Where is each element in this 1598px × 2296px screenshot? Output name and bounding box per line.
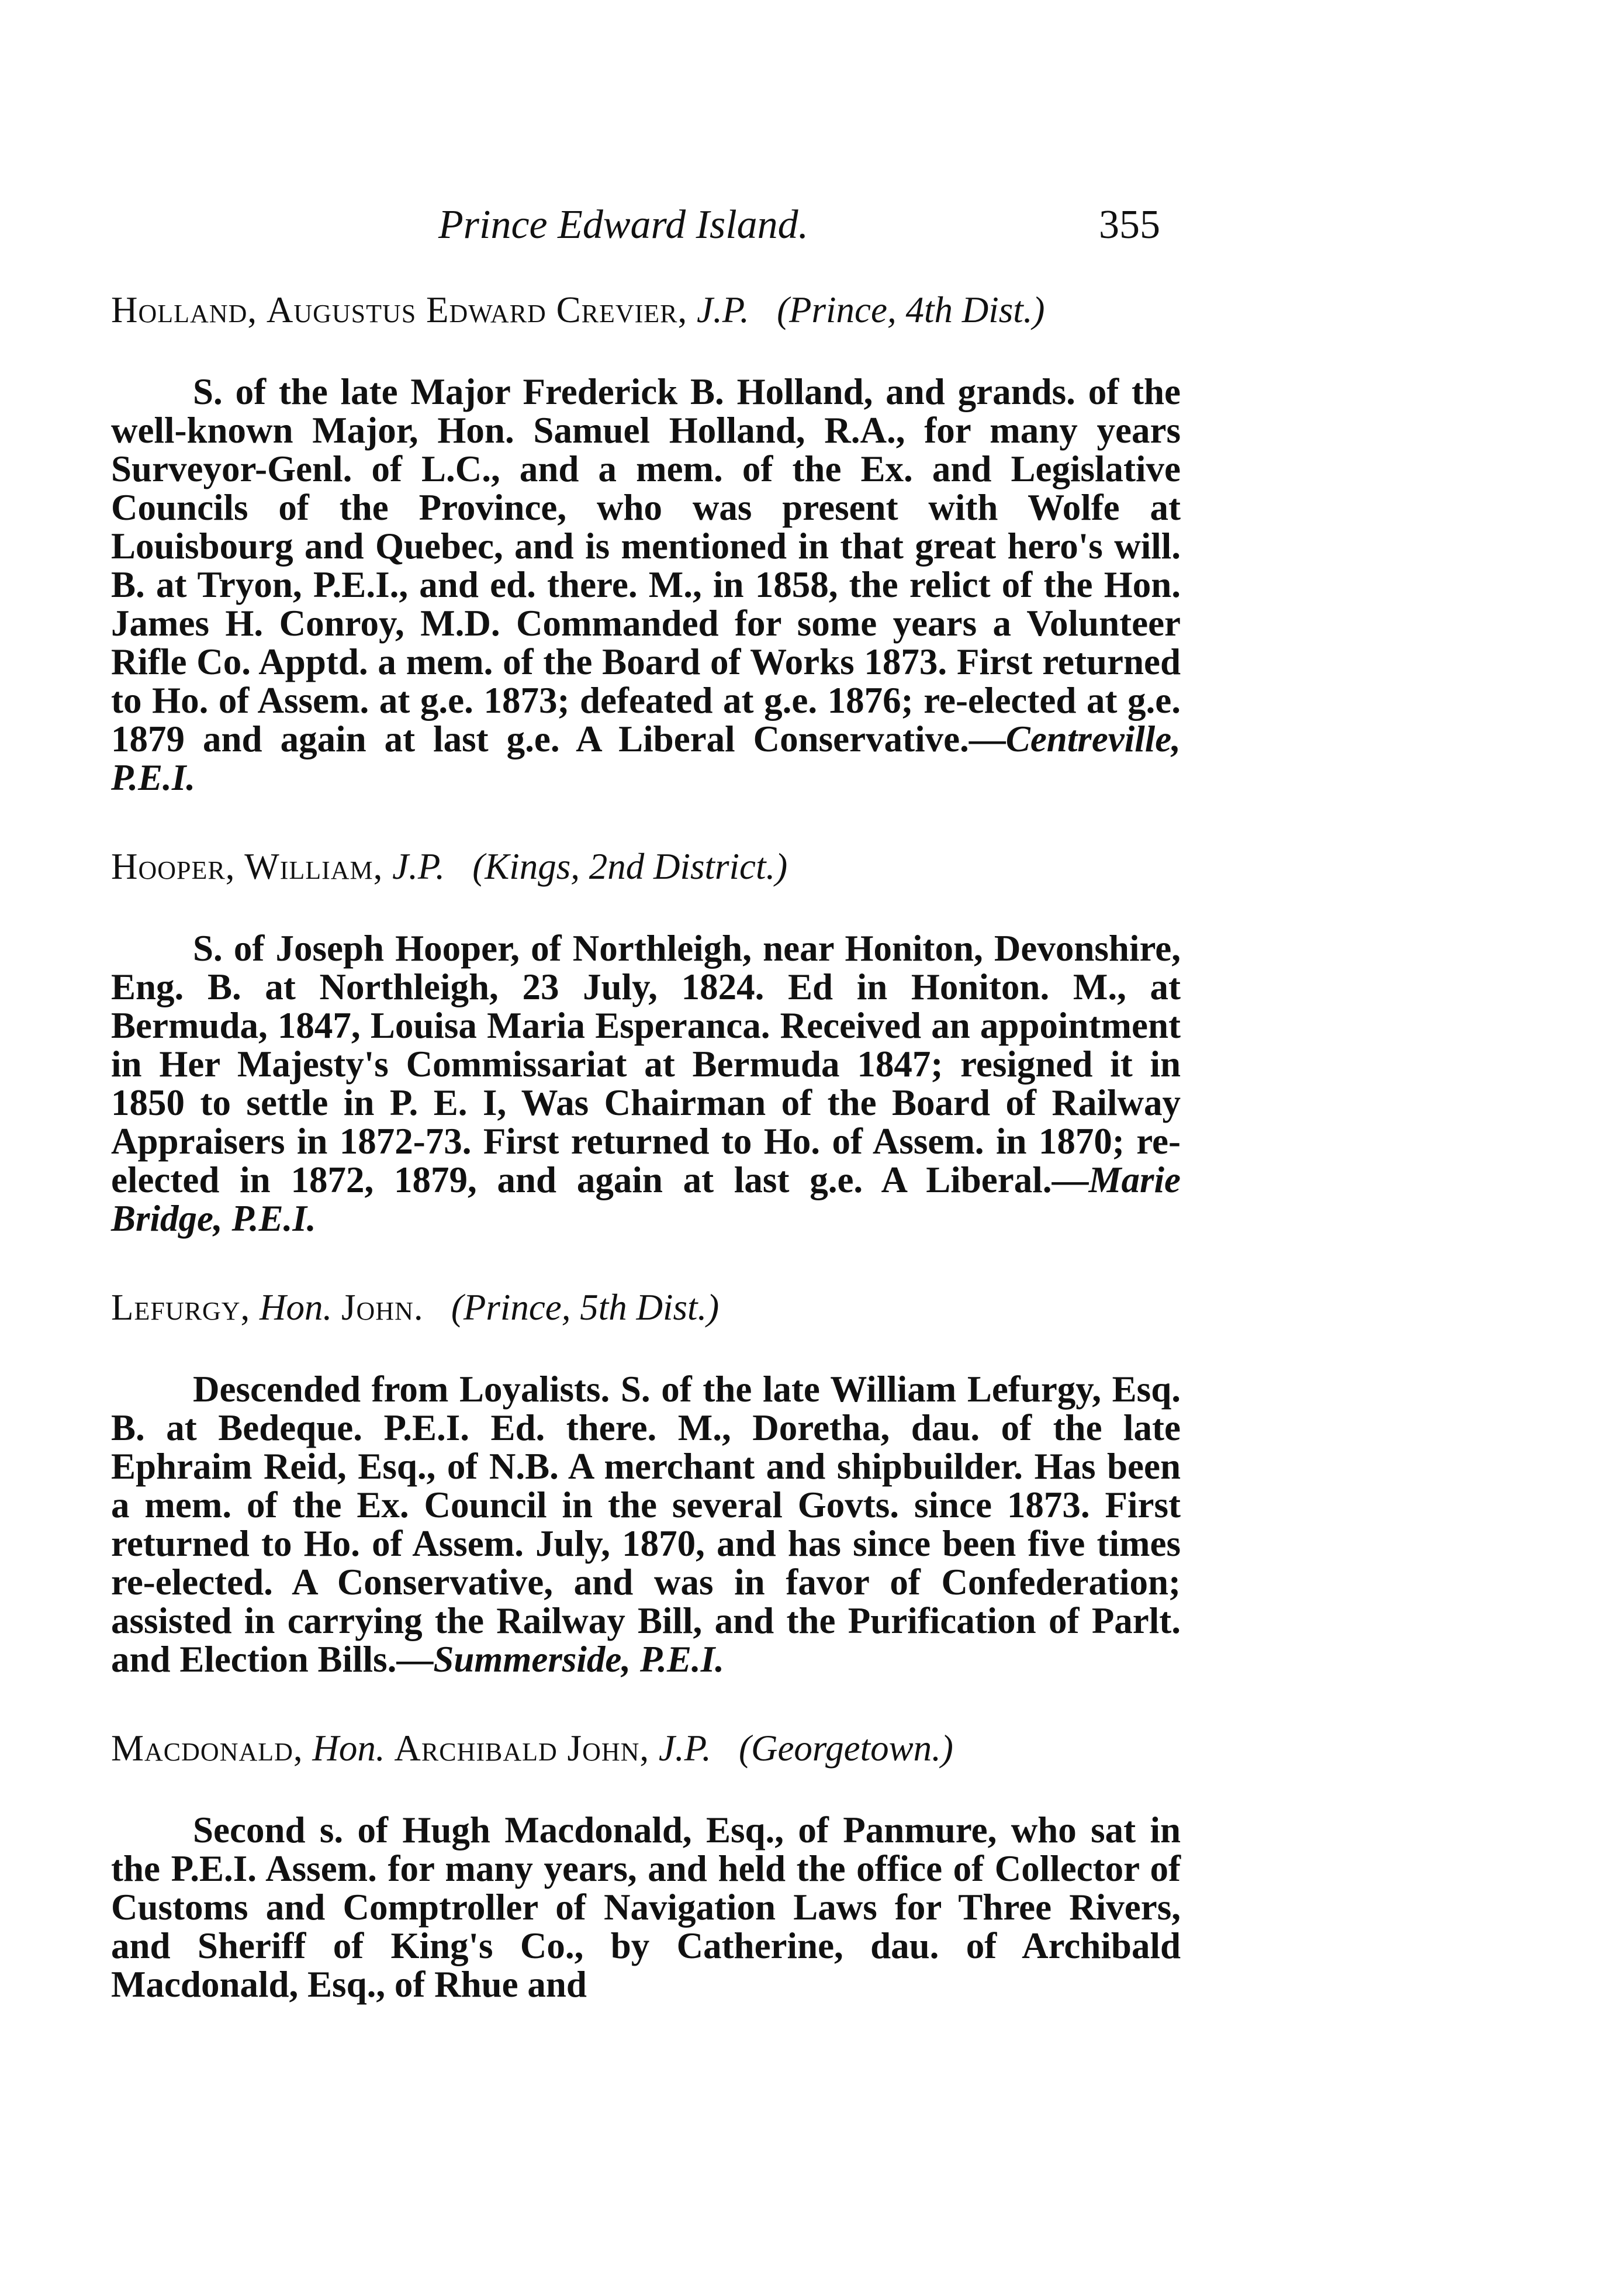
entry-biography — [111, 1811, 1181, 2004]
entry-header — [111, 846, 1181, 887]
body-text — [111, 289, 1181, 2004]
entry-biography — [111, 372, 1181, 797]
entry-header — [111, 1287, 1181, 1328]
entry-surname: Lefurgy, — [111, 1287, 251, 1328]
entry-title: J.P. — [658, 1728, 711, 1769]
entry-given-names: Archibald John, — [394, 1728, 650, 1769]
entry-honorific: Hon. — [312, 1728, 385, 1769]
entry-holland — [111, 289, 1181, 797]
entry-hooper — [111, 846, 1181, 1238]
running-head — [0, 202, 1598, 248]
entry-header — [111, 289, 1181, 330]
entry-riding: (Georgetown.) — [738, 1728, 953, 1769]
entry-text: S. of the late Major Frederick B. Holland, and grands. of the well-known Major, Hon. Samuel Holland, R.A., for many years Surveyor-Genl. of L.C., and a mem. of the Ex. and Legislative Councils of the Province, who was present with Wolfe at Louisbourg and Quebec, and is mentioned in that great hero's will. B. at Tryon, P.E.I., and ed. there. M., in 1858, the relict of the Hon. James H. Conroy, M.D. Commanded for some years a Volunteer Rifle Co. Apptd. a mem. of the Board of Works 1873. First returned to Ho. of Assem. at g.e. 1873; defeated at g.e. 1876; re-elected at g.e. 1879 and again at last g.e. A Liberal Conservative.— — [111, 371, 1181, 759]
entry-text: Descended from Loyalists. S. of the late William Lefurgy, Esq. B. at Bedeque. P.E.I. Ed. there. M., Doretha, dau. of the late Ephraim Reid, Esq., of N.B. A merchant and shipbuilder. Has been a mem. of the Ex. Council in the several Govts. since 1873. First returned to Ho. of Assem. July, 1870, and has since been five times re-elected. A Conservative, and was in favor of Confederation; assisted in carrying the Railway Bill, and the Purification of Parlt. and Election Bills.— — [111, 1369, 1181, 1680]
entry-title: J.P. — [392, 846, 445, 887]
page-number: 355 — [1099, 202, 1160, 247]
entry-text: Second s. of Hugh Macdonald, Esq., of Panmure, who sat in the P.E.I. Assem. for many years, and held the office of Collector of Customs and Comptroller of Navigation Laws for Three Rivers, and Sheriff of King's Co., by Catherine, dau. of Archibald Macdonald, Esq., of Rhue and — [111, 1810, 1181, 2005]
entry-macdonald — [111, 1728, 1181, 2004]
entry-biography — [111, 929, 1181, 1238]
entry-biography — [111, 1370, 1181, 1679]
entry-residence: Centreville, P.E.I. — [111, 719, 1181, 798]
entry-given-names: Augustus Edward Crevier, — [266, 289, 688, 330]
entry-honorific: Hon. — [260, 1287, 333, 1328]
entry-text: S. of Joseph Hooper, of Northleigh, near Honiton, Devonshire, Eng. B. at Northleigh, 23 July, 1824. Ed in Honiton. M., at Bermuda, 1847, Louisa Maria Esperanca. Received an appointment in Her Majesty's Commissariat at Bermuda 1847; resigned it in 1850 to settle in P. E. I, Was Chairman of the Board of Railway Appraisers in 1872-73. First returned to Ho. of Assem. in 1870; re-elected in 1872, 1879, and again at last g.e. A Liberal.— — [111, 928, 1181, 1200]
entry-surname: Macdonald, — [111, 1728, 303, 1769]
entry-riding: (Prince, 5th Dist.) — [451, 1287, 720, 1328]
entry-header — [111, 1728, 1181, 1769]
entry-riding: (Prince, 4th Dist.) — [777, 289, 1045, 330]
entry-surname: Holland, — [111, 289, 258, 330]
entry-lefurgy — [111, 1287, 1181, 1679]
entry-residence: Summerside, P.E.I. — [433, 1639, 725, 1680]
entry-surname: Hooper, — [111, 846, 236, 887]
entry-riding: (Kings, 2nd District.) — [472, 846, 788, 887]
entry-title: J.P. — [696, 289, 749, 330]
entry-given-names: John. — [341, 1287, 424, 1328]
entry-residence: Marie Bridge, P.E.I. — [111, 1159, 1181, 1239]
running-title: Prince Edward Island. — [438, 202, 809, 247]
entry-given-names: William, — [244, 846, 383, 887]
